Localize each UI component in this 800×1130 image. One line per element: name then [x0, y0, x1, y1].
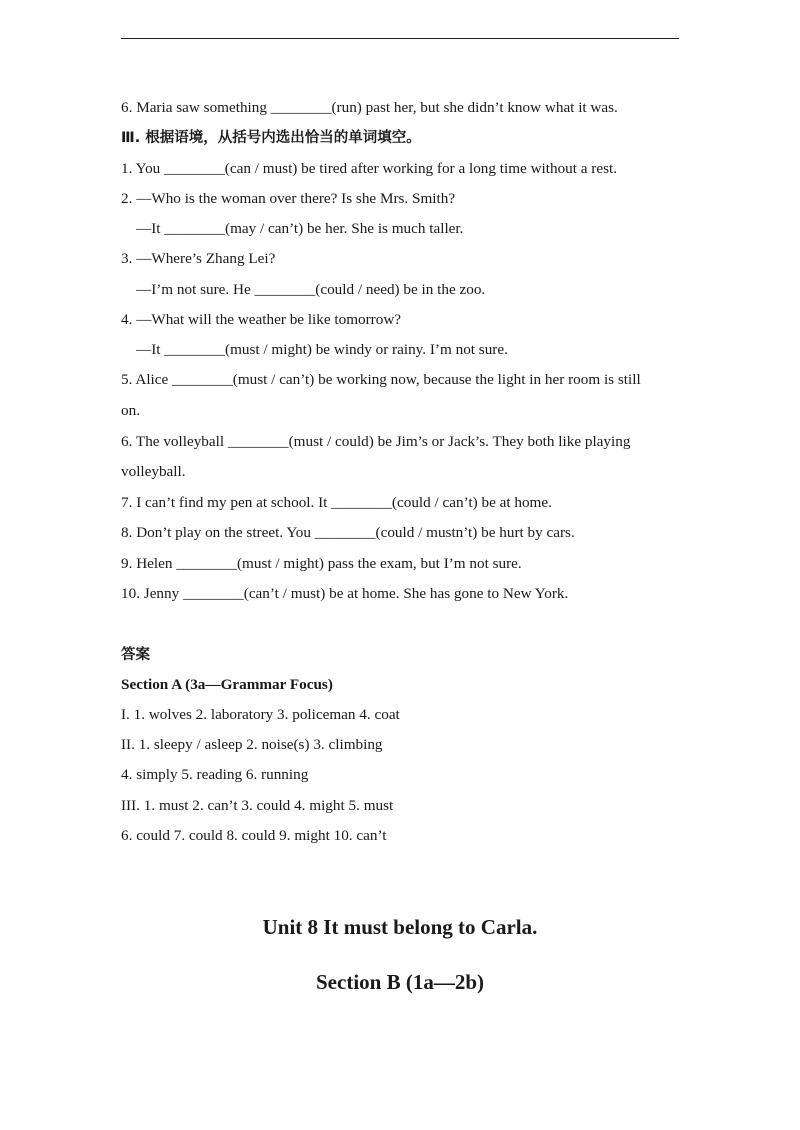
exercise-line-q3-5: 5. Alice ________(must / can’t) be working now, because the light in her room is still	[121, 371, 641, 388]
answers-row-4: III. 1. must 2. can’t 3. could 4. might 5. must	[121, 797, 394, 814]
answers-row-5: 6. could 7. could 8. could 9. might 10. can’t	[121, 827, 387, 844]
header-rule	[121, 38, 679, 39]
unit-title: Unit 8 It must belong to Carla.	[262, 915, 538, 939]
exercise-line-q3-2-answer: —It ________(may / can’t) be her. She is much taller.	[136, 220, 464, 237]
answers-row-1: I. 1. wolves 2. laboratory 3. policeman 4. coat	[121, 706, 400, 723]
exercise-line-q2-6: 6. Maria saw something ________(run) past her, but she didn’t know what it was.	[121, 99, 618, 116]
section-b-title: Section B (1a—2b)	[316, 970, 484, 994]
exercise-line-q3-3-question: 3. —Where’s Zhang Lei?	[121, 250, 276, 267]
section-3-heading: Ⅲ. 根据语境，从括号内选出恰当的单词填空。	[121, 130, 421, 146]
exercise-line-q3-6: 6. The volleyball ________(must / could) be Jim’s or Jack’s. They both like playing	[121, 433, 631, 450]
answers-heading: 答案	[121, 647, 150, 663]
exercise-line-q3-5-cont: on.	[121, 402, 140, 419]
exercise-line-q3-6-cont: volleyball.	[121, 463, 186, 480]
answers-row-2: II. 1. sleepy / asleep 2. noise(s) 3. climbing	[121, 736, 383, 753]
exercise-line-q3-4-question: 4. —What will the weather be like tomorrow?	[121, 311, 402, 328]
answers-row-3: 4. simply 5. reading 6. running	[121, 766, 309, 783]
answers-section-title: Section A (3a—Grammar Focus)	[121, 676, 333, 693]
exercise-line-q3-2-question: 2. —Who is the woman over there? Is she Mrs. Smith?	[121, 190, 456, 207]
exercise-line-q3-3-answer: —I’m not sure. He ________(could / need) be in the zoo.	[136, 281, 486, 298]
exercise-line-q3-10: 10. Jenny ________(can’t / must) be at home. She has gone to New York.	[121, 585, 569, 602]
exercise-line-q3-1: 1. You ________(can / must) be tired after working for a long time without a rest.	[121, 160, 618, 177]
exercise-line-q3-4-answer: —It ________(must / might) be windy or rainy. I’m not sure.	[136, 341, 508, 358]
exercise-line-q3-8: 8. Don’t play on the street. You ________(could / mustn’t) be hurt by cars.	[121, 524, 575, 541]
exercise-line-q3-7: 7. I can’t find my pen at school. It ________(could / can’t) be at home.	[121, 494, 552, 511]
exercise-line-q3-9: 9. Helen ________(must / might) pass the exam, but I’m not sure.	[121, 555, 522, 572]
